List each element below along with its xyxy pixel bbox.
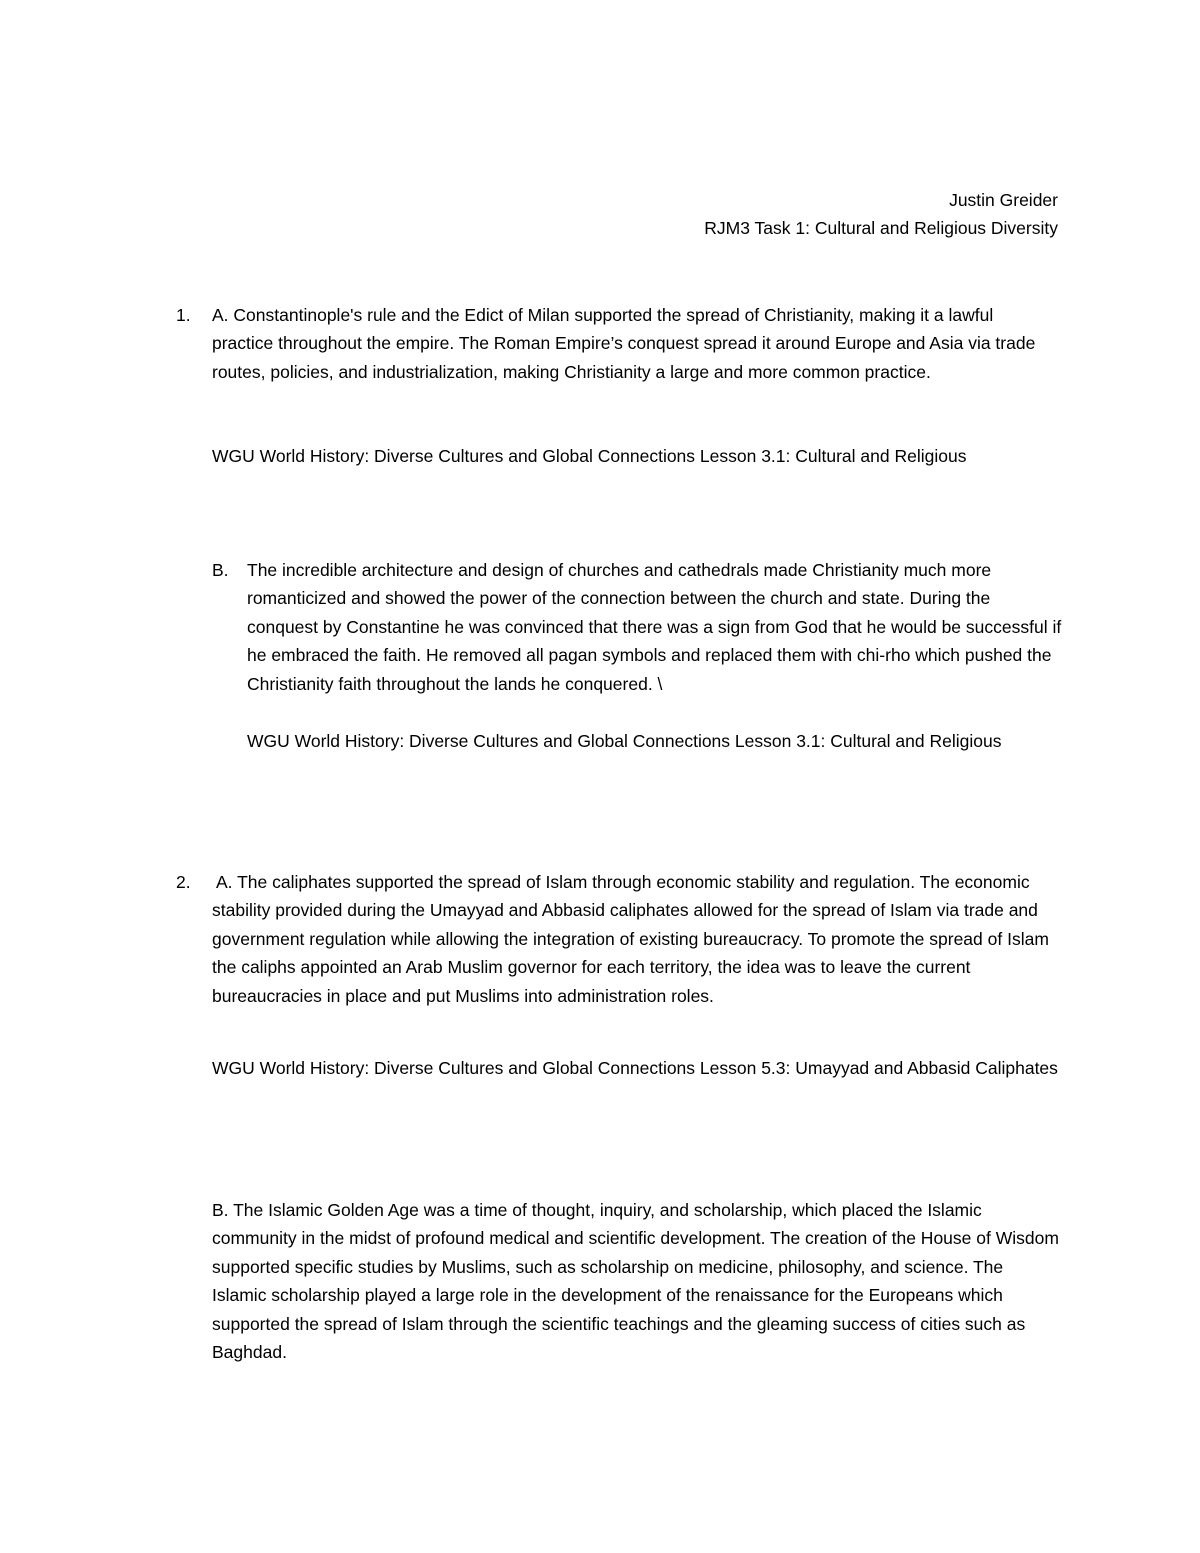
question-2-part-a-label: A.	[216, 872, 233, 892]
question-1-part-b-citation: WGU World History: Diverse Cultures and Global Connections Lesson 3.1: Cultural and Religious	[247, 731, 1002, 751]
question-1-number: 1.	[176, 305, 191, 325]
question-2-part-b-text: The Islamic Golden Age was a time of thought, inquiry, and scholarship, which placed the Islamic community in the midst of profound medical and scientific development. The creation of the House of Wisdom supported specific studies by Muslims, such as scholarship on medicine, philosophy, and science. The Islamic scholarship played a large role in the development of the renaissance for the Europeans which supported the spread of Islam through the scientific teachings and the gleaming success of cities such as Baghdad.	[212, 1200, 1059, 1363]
question-1-part-b-text: The incredible architecture and design of churches and cathedrals made Christianity much more romanticized and showed the power of the connection between the church and state. During the conquest by Constantine he was convinced that there was a sign from God that he would be successful if he embraced the faith. He removed all pagan symbols and replaced them with chi-rho which pushed the Christianity faith throughout the lands he conquered. \	[247, 560, 1062, 694]
question-1-part-a-text: Constantinople's rule and the Edict of Milan supported the spread of Christianity, making it a lawful practice throughout the empire. The Roman Empire’s conquest spread it around Europe and Asia via trade routes, policies, and industrialization, making Christianity a large and more common practice.	[212, 305, 1036, 382]
question-2-part-b	[212, 1196, 1062, 1366]
question-2-part-b-label: B.	[212, 1200, 229, 1220]
question-1-part-a-citation: WGU World History: Diverse Cultures and Global Connections Lesson 3.1: Cultural and Religious	[212, 446, 967, 466]
question-2-part-a-citation: WGU World History: Diverse Cultures and Global Connections Lesson 5.3: Umayyad and Abbasid Caliphates	[212, 1058, 1058, 1078]
question-2-part-a-text: The caliphates supported the spread of Islam through economic stability and regulation. The economic stability provided during the Umayyad and Abbasid caliphates allowed for the spread of Islam via trade and government regulation while allowing the integration of existing bureaucracy. To promote the spread of Islam the caliphs appointed an Arab Muslim governor for each territory, the idea was to leave the current bureaucracies in place and put Muslims into administration roles.	[212, 872, 1049, 1006]
assignment-title: RJM3 Task 1: Cultural and Religious Diversity	[704, 218, 1058, 238]
question-2-number: 2.	[176, 872, 191, 892]
question-1-part-a-label: A.	[212, 305, 229, 325]
question-2-part-a	[212, 868, 1057, 1010]
question-1-part-a	[212, 301, 1052, 386]
question-1-part-b-label: B.	[212, 560, 229, 580]
author-name: Justin Greider	[949, 190, 1058, 210]
